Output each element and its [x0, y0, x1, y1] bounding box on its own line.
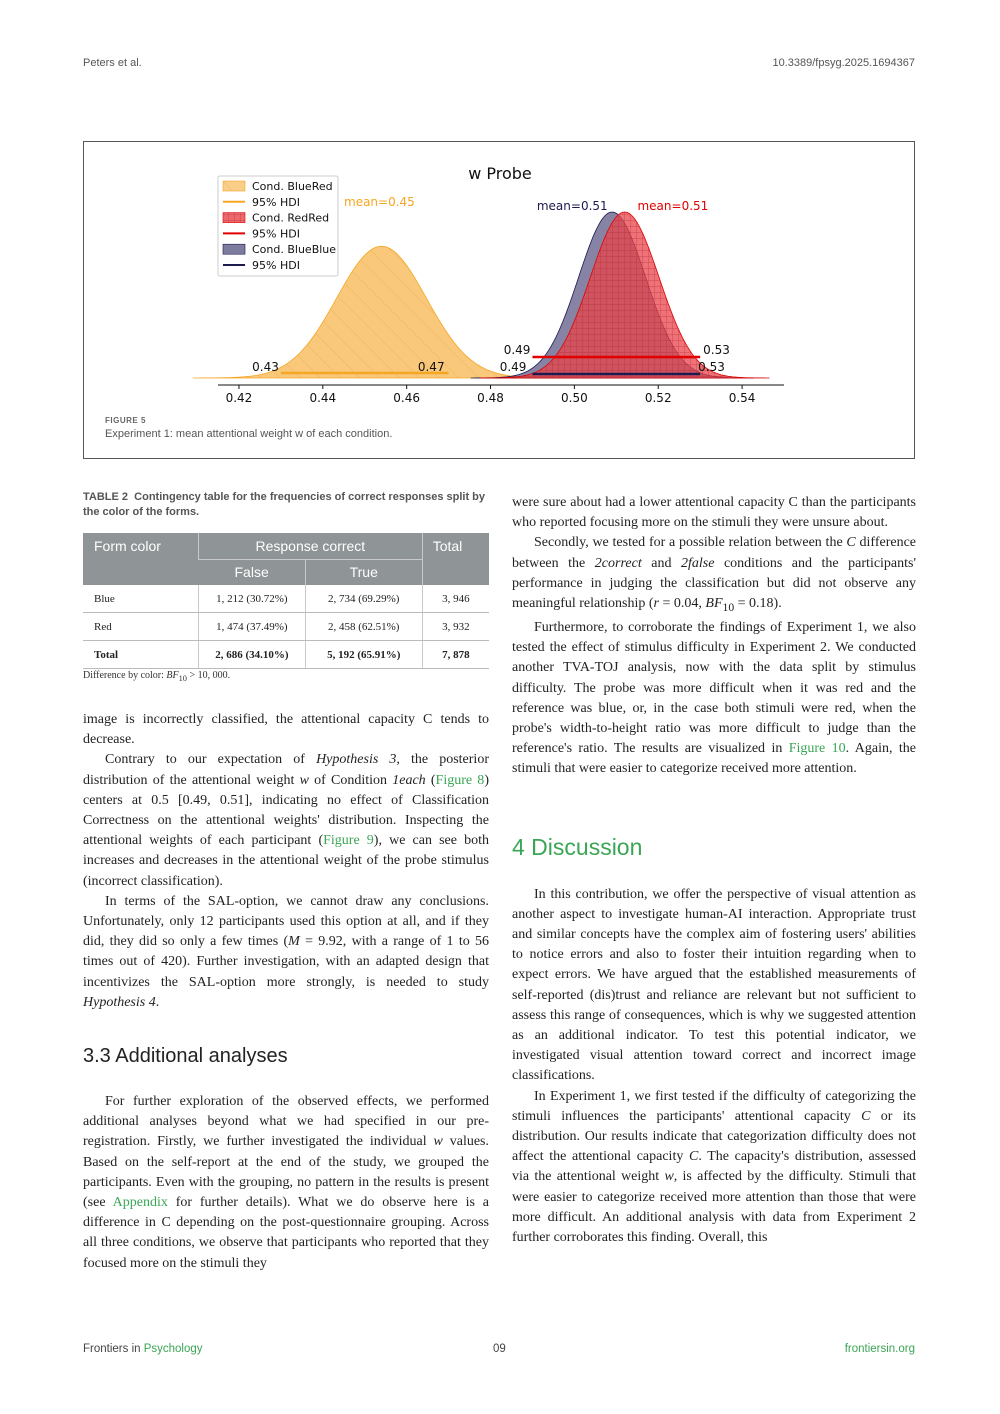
- text: In this contribution, we offer the perspective of visual attention as another aspect to investigate human-AI interaction. Appropriate trust and similar concepts have the complex aim of fostering users' abilities to notice errors and also to foster their intuition regarding when to expect errors. We have argued that the established measurements of self-reported (dis)trust and reliance are relevant but not sufficient to assess this range of consequences, which is why we suggested attention as an additional indicator. To test this potential indicator, we investigated visual attention toward correct and incorrect image classifications.: [512, 886, 916, 1084]
- section-heading-4: 4 Discussion: [512, 833, 643, 860]
- cell-color: Red: [83, 613, 198, 641]
- th-total: Total: [422, 533, 489, 585]
- paragraph: [512, 533, 916, 618]
- note-c: > 10, 000.: [186, 670, 231, 681]
- text: In terms of the SAL-option, we cannot draw any conclusions. Unfortunately, only 12 participants used this option at all, and if they did, they did so only a few times (: [83, 893, 489, 950]
- text-italic: C: [861, 1108, 871, 1124]
- cell-true: 2, 734 (69.29%): [305, 585, 422, 613]
- table-label: TABLE 2: [83, 491, 129, 503]
- x-tick-label: 0.54: [728, 391, 756, 405]
- x-tick-label: 0.48: [477, 391, 504, 405]
- legend-label: 95% HDI: [252, 227, 300, 241]
- paragraph: [512, 1087, 916, 1249]
- hdi-label: 0.49: [503, 343, 531, 357]
- paragraph: [512, 493, 916, 533]
- text: , is affected by the difficulty. Stimuli that were easier to categorize received more attention than those that were more difficult. An additional analysis with data from Experiment 2 further corroborates this finding. Overall, this: [512, 1169, 917, 1246]
- footer-site[interactable]: frontiersin.org: [844, 1343, 915, 1355]
- text-italic: 1each: [392, 772, 426, 788]
- legend-patch-hatch: [223, 181, 245, 191]
- text-italic: Hypothesis 3: [316, 752, 397, 768]
- text: (: [425, 772, 436, 788]
- text-italic: Hypothesis 4: [83, 994, 156, 1010]
- text: or its distribution. Our results indicate that categorization difficulty does not affect the attentional capacity: [512, 1108, 916, 1165]
- hdi-label: 0.53: [703, 343, 730, 357]
- table-row: [83, 641, 489, 669]
- legend-label: Cond. BlueRed: [252, 180, 333, 193]
- cell-false: 2, 686 (34.10%): [198, 641, 305, 669]
- text: difference between the: [512, 535, 917, 571]
- text: . The capacity's distribution, assessed via the attentional weight: [512, 1149, 916, 1185]
- text: Furthermore, to corroborate the findings of Experiment 1, we also tested the effect of stimulus difficulty in Experiment 2. We conducted another TVA-TOJ analysis, now with the data split by stimulus difficulty. The probe was more difficult when it was red and the reference was blue, or, in the case both stimuli were red, when the probe's width-to-height ratio was more difficult to judge than the reference's ratio. The results are visualized in: [512, 620, 916, 757]
- paragraph: [512, 618, 916, 780]
- legend-patch: [223, 244, 245, 254]
- legend-label: 95% HDI: [252, 195, 300, 209]
- paragraph: [83, 1092, 489, 1274]
- text-italic: w: [299, 772, 309, 788]
- table-note: [83, 670, 230, 683]
- cell-color: Total: [83, 641, 198, 669]
- text: ) centers at 0.5 [0.49, 0.51], indicating no effect of Classification Correctness on the attentional weights' distribution. Inspecting the attentional weights of each participant (: [83, 772, 489, 849]
- footer-journal-b: Psychology: [143, 1343, 203, 1355]
- x-tick-label: 0.52: [644, 391, 672, 405]
- text: = 9.92, with a range of 1 to 56 times out of 420). Further investigation, with an adapted design that incentivizes the SAL-option more strongly, is needed to study: [83, 934, 490, 990]
- text: .: [155, 994, 160, 1010]
- text: were sure about had a lower attentional capacity C than the participants who reported focusing more on the stimuli they were unsure about.: [512, 495, 916, 531]
- text: = 0.18).: [734, 596, 782, 612]
- page-number: 09: [493, 1343, 506, 1355]
- table-row: [83, 585, 489, 613]
- x-tick-label: 0.42: [225, 391, 253, 405]
- th-form-color: Form color: [83, 533, 198, 585]
- text-italic: 2false: [680, 555, 715, 571]
- text-sub: 10: [722, 600, 735, 614]
- paragraph: [83, 892, 489, 1013]
- footer-journal: [83, 1343, 203, 1355]
- x-tick-label: 0.44: [309, 391, 337, 405]
- cell-false: 1, 212 (30.72%): [198, 585, 305, 613]
- figure-label: FIGURE 5: [105, 416, 146, 425]
- text: values. Based on the self-report at the end of the study, we grouped the participants. Even with the grouping, no pattern in the results is present (see: [83, 1134, 490, 1211]
- left-column: [83, 710, 489, 1274]
- appendix-link[interactable]: Appendix: [112, 1195, 168, 1211]
- cell-total: 3, 932: [422, 613, 489, 641]
- text-italic: C: [846, 535, 856, 551]
- hdi-label: 0.53: [698, 360, 725, 374]
- text-italic: 2correct: [594, 555, 642, 571]
- text: image is incorrectly classified, the attentional capacity C tends to decrease.: [83, 712, 489, 748]
- legend-patch-hatch: [223, 213, 245, 223]
- th-false: False: [198, 559, 305, 585]
- contingency-table: [83, 533, 489, 669]
- legend-label: 95% HDI: [252, 259, 300, 272]
- th-response-correct: Response correct: [198, 533, 422, 559]
- table-title-text: Contingency table for the frequencies of correct responses split by the color of the forms.: [83, 491, 486, 518]
- note-sub: 10: [178, 674, 187, 683]
- note-b: BF: [166, 670, 179, 681]
- section-heading-3-3: 3.3 Additional analyses: [83, 1045, 288, 1068]
- text: for further details). What we do observe here is a difference in C depending on the post-questionnaire grouping. Across all three conditions, we observe that participants who reported that they focused more on the stimuli they: [83, 1195, 489, 1271]
- cell-total: 3, 946: [422, 585, 489, 613]
- text: ), we can see both increases and decreases in the attentional weight of the probe stimulus (incorrect classification).: [83, 833, 489, 889]
- cell-true: 2, 458 (62.51%): [305, 613, 422, 641]
- running-head-doi: 10.3389/fpsyg.2025.1694367: [772, 57, 915, 69]
- mean-label: mean=0.51: [637, 199, 709, 213]
- hdi-label: 0.43: [252, 360, 279, 374]
- text: = 0.04,: [658, 596, 706, 612]
- text: In Experiment 1, we first tested if the difficulty of categorizing the stimuli influences the participants' attentional capacity: [512, 1088, 916, 1124]
- hdi-label: 0.47: [417, 360, 445, 374]
- note-a: Difference by color:: [83, 670, 167, 681]
- figure-10-link[interactable]: Figure 10: [788, 741, 846, 757]
- right-column: [512, 493, 916, 1248]
- chart-title: w Probe: [468, 164, 532, 183]
- paragraph: [512, 885, 916, 1087]
- figure-5: [83, 141, 915, 459]
- table-title: [83, 490, 493, 520]
- mean-label: mean=0.45: [344, 195, 415, 209]
- table-row: [83, 613, 489, 641]
- text: of Condition: [308, 772, 393, 788]
- mean-label: mean=0.51: [536, 199, 608, 213]
- cell-color: Blue: [83, 585, 198, 613]
- cell-total: 7, 878: [422, 641, 489, 669]
- text-italic: C: [688, 1149, 699, 1165]
- w-probe-chart: [84, 142, 914, 412]
- legend: [218, 176, 338, 276]
- text: Secondly, we tested for a possible relation between the: [534, 535, 847, 551]
- figure-caption: [105, 428, 392, 440]
- text-italic: w: [433, 1134, 443, 1150]
- paragraph: [83, 750, 489, 891]
- text: conditions and the participants' performance in judging the classification but did not observe any meaningful relationship (: [512, 555, 917, 612]
- text-italic: M: [288, 934, 300, 950]
- text: . Again, the stimuli that were easier to categorize received more attention.: [512, 741, 916, 777]
- running-head-authors: Peters et al.: [83, 57, 142, 69]
- text: and: [641, 555, 681, 571]
- text: For further exploration of the observed effects, we performed additional analyses beyond what we had specified in our pre-registration. Firstly, we further investigated the individual: [83, 1094, 489, 1150]
- th-true: True: [305, 559, 422, 585]
- cell-true: 5, 192 (65.91%): [305, 641, 422, 669]
- figure-8-link[interactable]: Figure 8: [435, 772, 485, 788]
- cell-false: 1, 474 (37.49%): [198, 613, 305, 641]
- x-tick-label: 0.50: [561, 391, 588, 405]
- footer-journal-a: Frontiers in: [83, 1343, 144, 1355]
- paragraph: [83, 710, 489, 750]
- text: Contrary to our expectation of: [105, 752, 317, 768]
- legend-label: Cond. RedRed: [252, 211, 330, 225]
- legend-label: Cond. BlueBlue: [252, 243, 337, 257]
- caption-lead: Experiment 1: mean attentional weight w of each condition.: [105, 428, 393, 440]
- text-italic: BF: [705, 596, 723, 612]
- x-tick-label: 0.46: [393, 391, 421, 405]
- figure-9-link[interactable]: Figure 9: [323, 833, 374, 849]
- hdi-label: 0.49: [499, 360, 527, 374]
- text-italic: w: [664, 1169, 674, 1185]
- text-italic: r: [653, 596, 659, 612]
- text: , the posterior distribution of the attentional weight: [83, 752, 489, 788]
